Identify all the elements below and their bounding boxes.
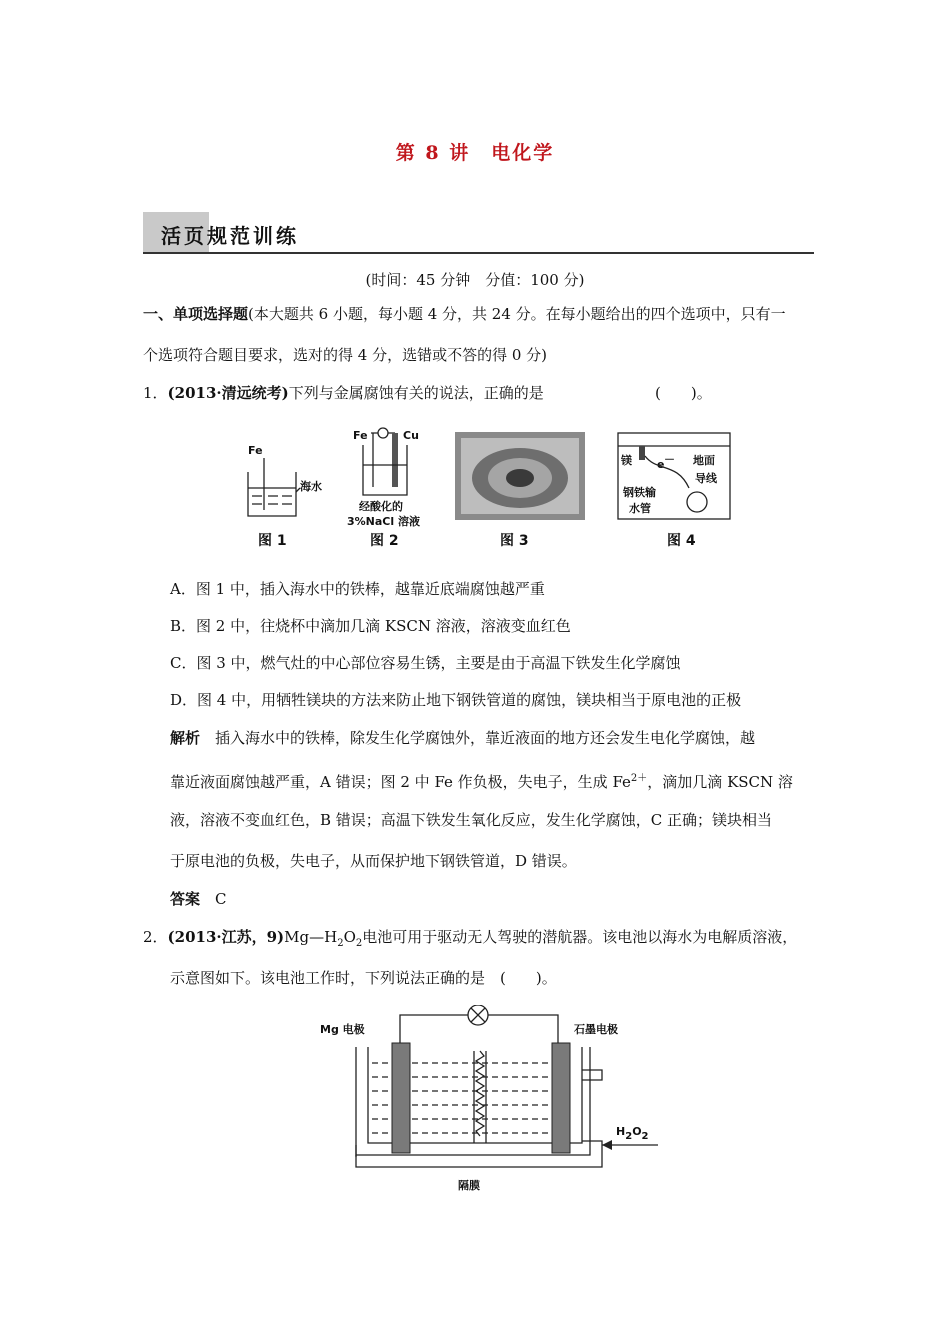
- section-desc-1: (本大题共 6 小题，每小题 4 分，共 24 分。在每小题给出的四个选项中，只有一: [248, 305, 786, 323]
- fig3-caption: 图 3: [500, 533, 529, 549]
- q1-source: (2013·清远统考): [167, 384, 289, 402]
- q1-answer-line: [170, 889, 227, 909]
- timing-info: (时间：45 分钟 分值：100 分): [365, 271, 585, 289]
- fig2-cu-electrode: [392, 433, 398, 487]
- q2-h2o2-label: [616, 1125, 649, 1142]
- q2-stem-c: 电池可用于驱动无人驾驶的潜航器。该电池以海水为电解质溶液，: [362, 928, 798, 946]
- fig1-caption: 图 1: [258, 533, 287, 549]
- fig2-solution-label-1: 经酸化的: [359, 500, 403, 513]
- q1-bracket: ( )。: [655, 384, 712, 402]
- q1-stem: [143, 383, 544, 403]
- q1-answer-value: C: [215, 890, 227, 908]
- q1-option-b: B．图 2 中，往烧杯中滴加几滴 KSCN 溶液，溶液变血红色: [170, 617, 571, 635]
- q1-analysis-text-2b: ，滴加几滴 KSCN 溶: [647, 773, 793, 791]
- fig4-caption: 图 4: [667, 533, 696, 549]
- q1-option-a: A．图 1 中，插入海水中的铁棒，越靠近底端腐蚀越严重: [170, 580, 545, 598]
- fig4-mg-block: [639, 446, 645, 460]
- q2-h2o2-sub: 2: [625, 1131, 633, 1142]
- q2-membrane-label: 隔膜: [458, 1179, 480, 1192]
- q2-stem-b: O: [343, 928, 356, 946]
- fig1-water-label: 海水: [300, 480, 322, 493]
- q1-answer-label: 答案: [170, 890, 201, 908]
- fig4-pipe: [687, 492, 707, 512]
- fig2-solution-label-2: 3%NaCl 溶液: [347, 515, 420, 528]
- fig3-rust-center: [506, 469, 534, 487]
- q2-stem-sub: 2: [337, 938, 344, 949]
- fig2-cu-label: Cu: [403, 429, 419, 442]
- fig1-beaker: [248, 472, 296, 516]
- section-heading: 一、单项选择题: [143, 305, 249, 323]
- banner-rule: [143, 252, 814, 254]
- q2-graphite-electrode-label: 石墨电极: [574, 1023, 618, 1036]
- fig2-beaker: [363, 445, 407, 495]
- q1-analysis-label: 解析: [170, 729, 201, 747]
- fig1-fe-label: Fe: [248, 444, 263, 457]
- q1-figure-2: [345, 425, 435, 530]
- fig4-electron-sign: －: [664, 453, 675, 466]
- q2-membrane-zigzag: [476, 1051, 484, 1136]
- banner-text: 活页规范训练: [161, 224, 299, 248]
- q2-number: 2．: [143, 928, 168, 946]
- q2-h2o2-arrowhead: [602, 1140, 612, 1150]
- q2-battery-diagram: [320, 1005, 665, 1200]
- fig1-water-hatch: [252, 496, 292, 504]
- q2-h2o2-h: H: [616, 1125, 626, 1138]
- fig2-meter-icon: [378, 428, 388, 438]
- fig4-mg-label: 镁: [621, 454, 632, 467]
- q2-external-wire: [400, 1015, 558, 1043]
- q1-number: 1．: [143, 384, 168, 402]
- q1-analysis-line-1: [170, 728, 755, 748]
- section-heading-line: [143, 304, 786, 324]
- q1-analysis-line-3: 液，溶液不变血红色，B 错误；高温下铁发生氧化反应，发生化学腐蚀，C 正确；镁块相当: [170, 811, 773, 829]
- q1-analysis-line-2: [170, 769, 793, 792]
- section-banner: [143, 212, 814, 254]
- q1-option-c: C．图 3 中，燃气灶的中心部位容易生锈，主要是由于高温下铁发生化学腐蚀: [170, 654, 681, 672]
- section-desc-2: 个选项符合题目要求，选对的得 4 分，选错或不答的得 0 分): [143, 346, 548, 364]
- q2-stem-line-1: [143, 927, 797, 954]
- fig2-fe-label: Fe: [353, 429, 368, 442]
- fig4-ground-label: 地面: [693, 454, 715, 467]
- q1-analysis-text-1: 插入海水中的铁棒，除发生化学腐蚀外，靠近液面的地方还会发生电化学腐蚀，越: [215, 729, 756, 747]
- q1-option-d: D．图 4 中，用牺牲镁块的方法来防止地下钢铁管道的腐蚀，镁块相当于原电池的正极: [170, 691, 742, 709]
- q2-meter-cross: [471, 1008, 485, 1022]
- fig4-wire-label: 导线: [695, 472, 717, 485]
- q2-graphite-electrode: [552, 1043, 570, 1153]
- q1-stem-text: 下列与金属腐蚀有关的说法，正确的是: [288, 384, 544, 402]
- q1-figure-1: [240, 430, 340, 525]
- q2-stem-sub-2: 2: [355, 938, 363, 949]
- page-title: 第 8 讲 电化学: [395, 142, 555, 164]
- q2-h2o2-sub-2: 2: [641, 1131, 649, 1142]
- fig2-caption: 图 2: [370, 533, 399, 549]
- q2-stem-line-2: 示意图如下。该电池工作时，下列说法正确的是 ( )。: [170, 969, 557, 987]
- q2-outlet-pipe: [582, 1070, 602, 1080]
- q2-h2o2-o: O: [632, 1125, 642, 1138]
- q2-mg-electrode: [392, 1043, 410, 1153]
- q1-figure-3-photo: [455, 432, 585, 520]
- fig4-electron-label: e: [657, 458, 665, 471]
- q1-analysis-line-4: 于原电池的负极，失电子，从而保护地下钢铁管道，D 错误。: [170, 852, 577, 870]
- q1-figure-4: [617, 432, 732, 522]
- q2-stem-a: Mg—H: [284, 928, 338, 946]
- q1-analysis-text-2a: 靠近液面腐蚀越严重，A 错误；图 2 中 Fe 作负极，失电子，生成 Fe: [170, 773, 631, 791]
- q1-analysis-superscript: 2＋: [630, 773, 648, 784]
- q2-source: (2013·江苏，9): [167, 928, 285, 946]
- q2-mg-electrode-label: Mg 电极: [320, 1023, 365, 1036]
- fig4-pipe-label-1: 钢铁输: [623, 486, 656, 499]
- fig4-pipe-label-2: 水管: [629, 502, 651, 515]
